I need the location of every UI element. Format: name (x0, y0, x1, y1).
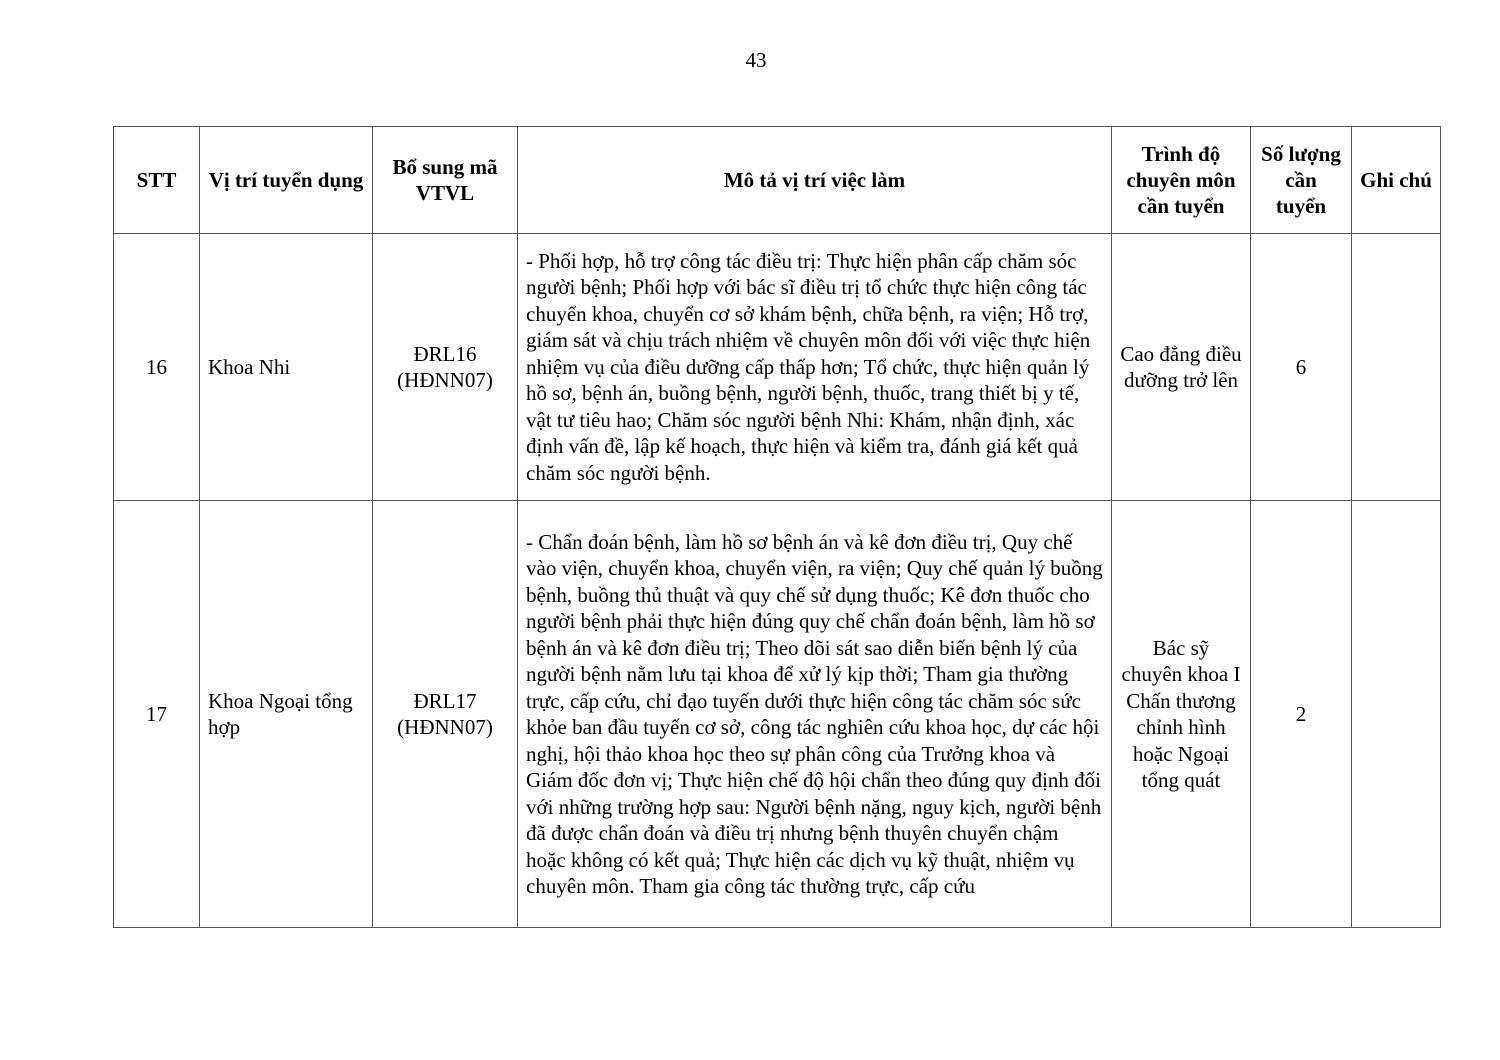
cell-position: Khoa Nhi (200, 234, 373, 501)
table-row (114, 501, 1441, 928)
header-stt: STT (114, 127, 200, 234)
cell-code: ĐRL17 (HĐNN07) (373, 501, 518, 928)
page-number: 43 (745, 48, 767, 72)
header-quantity: Số lượng cần tuyển (1251, 127, 1352, 234)
cell-note (1352, 501, 1441, 928)
header-qualification: Trình độ chuyên môn cần tuyển (1112, 127, 1251, 234)
cell-stt: 17 (114, 501, 200, 928)
table-header-row (114, 127, 1441, 234)
cell-description: - Phối hợp, hỗ trợ công tác điều trị: Thực hiện phân cấp chăm sóc người bệnh; Phối hợp với bác sĩ điều trị tổ chức thực hiện công tác chuyển khoa, chuyển cơ sở khám bệnh, chữa bệnh, ra viện; Hỗ trợ, giám sát và chịu trách nhiệm về chuyên môn đối với việc thực hiện nhiệm vụ của điều dưỡng cấp thấp hơn; Tổ chức, thực hiện quản lý hồ sơ, bệnh án, buồng bệnh, người bệnh, thuốc, trang thiết bị y tế, vật tư tiêu hao; Chăm sóc người bệnh Nhi: Khám, nhận định, xác định vấn đề, lập kế hoạch, thực hiện và kiểm tra, đánh giá kết quả chăm sóc người bệnh. (518, 234, 1112, 501)
cell-code: ĐRL16 (HĐNN07) (373, 234, 518, 501)
header-position: Vị trí tuyển dụng (200, 127, 373, 234)
cell-quantity: 6 (1251, 234, 1352, 501)
header-description: Mô tả vị trí việc làm (518, 127, 1112, 234)
cell-note (1352, 234, 1441, 501)
recruitment-table (113, 126, 1441, 928)
cell-qualification: Bác sỹ chuyên khoa I Chấn thương chỉnh hình hoặc Ngoại tổng quát (1112, 501, 1251, 928)
header-code: Bổ sung mã VTVL (373, 127, 518, 234)
cell-position: Khoa Ngoại tổng hợp (200, 501, 373, 928)
cell-stt: 16 (114, 234, 200, 501)
cell-description: - Chẩn đoán bệnh, làm hồ sơ bệnh án và kê đơn điều trị, Quy chế vào viện, chuyển khoa, chuyển viện, ra viện; Quy chế quản lý buồng bệnh, buồng thủ thuật và quy chế sử dụng thuốc; Kê đơn thuốc cho người bệnh phải thực hiện đúng quy chế chẩn đoán bệnh, làm hồ sơ bệnh án và kê đơn điều trị; Theo dõi sát sao diễn biến bệnh lý của người bệnh nằm lưu tại khoa để xử lý kịp thời; Tham gia thường trực, cấp cứu, chỉ đạo tuyến dưới thực hiện công tác chăm sóc sức khỏe ban đầu tuyến cơ sở, công tác nghiên cứu khoa học, dự các hội nghị, hội thảo khoa học theo sự phân công của Trưởng khoa và Giám đốc đơn vị; Thực hiện chế độ hội chẩn theo đúng quy định đối với những trường hợp sau: Người bệnh nặng, nguy kịch, người bệnh đã được chẩn đoán và điều trị nhưng bệnh thuyên chuyển chậm hoặc không có kết quả; Thực hiện các dịch vụ kỹ thuật, nhiệm vụ chuyên môn. Tham gia công tác thường trực, cấp cứu (518, 501, 1112, 928)
table-row (114, 234, 1441, 501)
header-note: Ghi chú (1352, 127, 1441, 234)
cell-qualification: Cao đẳng điều dưỡng trở lên (1112, 234, 1251, 501)
cell-quantity: 2 (1251, 501, 1352, 928)
